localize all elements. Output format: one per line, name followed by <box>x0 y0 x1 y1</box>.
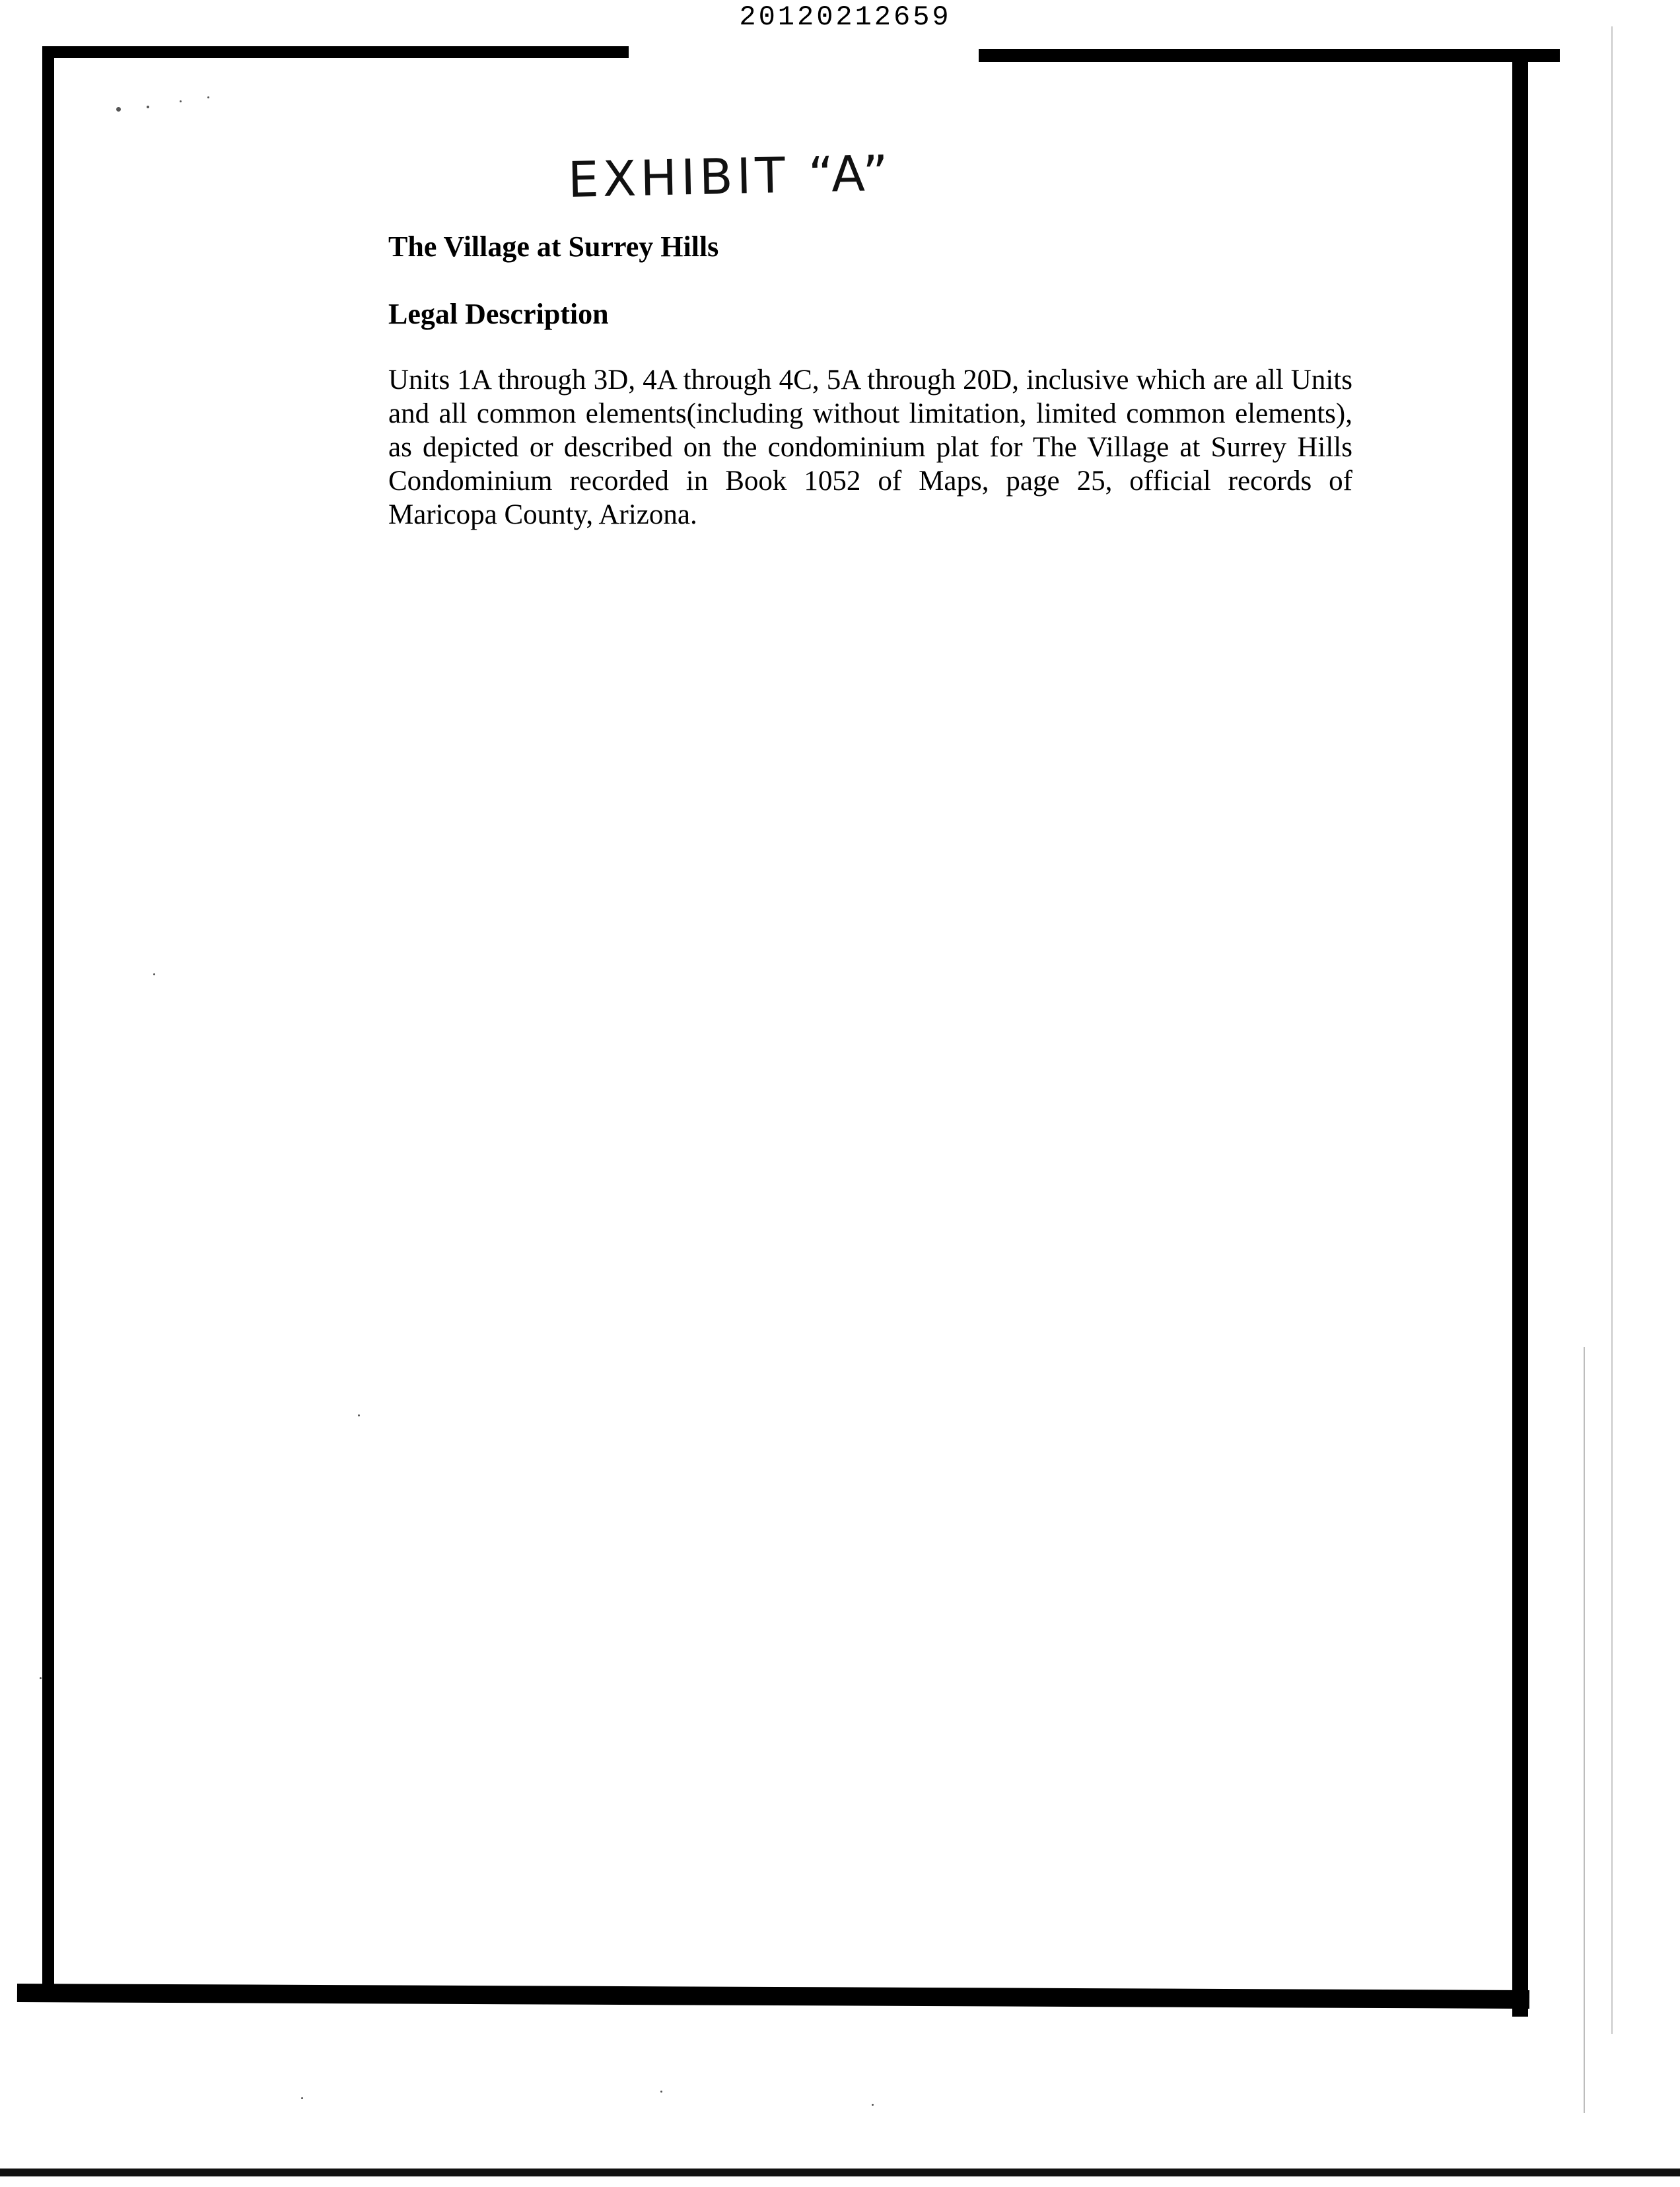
scan-artifact-line <box>1584 1347 1585 2113</box>
scan-speck <box>116 107 121 112</box>
scan-speck <box>872 2104 874 2106</box>
scan-bottom-edge <box>0 2169 1680 2176</box>
recording-number: 20120212659 <box>739 1 952 33</box>
legal-description-paragraph: Units 1A through 3D, 4A through 4C, 5A through 20D, inclusive which are all Units and all common elements(including without limitation, limited common elements), as depicted or described on the condominium plat for The Village at Surrey Hills Condominium recorded in Book 1052 of Maps, page 25, official records of Maricopa County, Arizona. <box>388 364 1352 530</box>
scan-speck <box>358 1414 360 1416</box>
exhibit-title: EXHIBIT “A” <box>567 145 893 209</box>
scan-artifact-line <box>1611 26 1613 2034</box>
property-name-heading: The Village at Surrey Hills <box>388 230 719 263</box>
scan-speck <box>301 2097 303 2099</box>
scan-speck <box>40 1677 42 1679</box>
legal-description-heading: Legal Description <box>388 298 609 330</box>
page-border-bottom <box>17 1984 1529 2009</box>
scan-speck <box>180 100 182 102</box>
page-border-top-left <box>42 46 629 58</box>
page-border-left <box>42 46 54 2001</box>
page-border-right <box>1512 49 1528 2017</box>
scan-speck <box>207 96 209 98</box>
scan-speck <box>147 106 149 108</box>
scan-speck <box>153 973 155 975</box>
scan-speck <box>660 2091 662 2093</box>
document-body <box>388 228 1352 560</box>
page-border-top-right <box>979 49 1560 62</box>
